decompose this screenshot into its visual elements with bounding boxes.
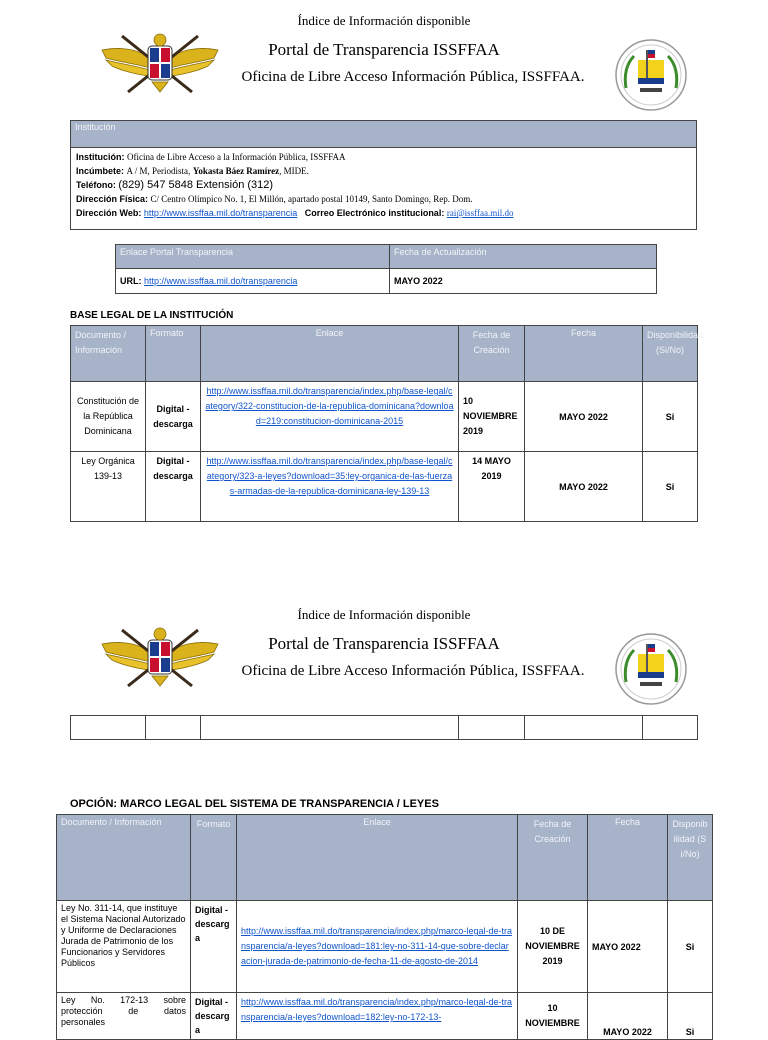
table-row: Ley No. 311-14, que instituye el Sistema Nacional Autorizado y Uniforme de Declaraciones Jurada de Patrimonio de los Funcionarios y Servidores Públicos Digital - descarga http://www.issffaa.mil.do/transparencia/index.php/marco-legal-de-transparencia/a-leyes?download=181:ley-no-311-14-que-sobre-declaracion-jurada-de-patrimonio-de-fecha-11-de-agosto-de-2014 10 DE NOVIEMBRE 2019 MAYO 2022 Si [57,901,713,993]
col-format-header: Formato [146,326,201,382]
ley-172-13-link[interactable]: http://www.issffaa.mil.do/transparencia/index.php/marco-legal-de-transparencia/a-leyes?download=182:ley-no-172-13- [241,997,512,1022]
index-title: Índice de Información disponible [297,607,471,622]
col-link-header: Enlace [201,326,459,382]
base-legal-title: BASE LEGAL DE LA INSTITUCIÓN [70,310,234,321]
table-row: Constitución de la República Dominicana Digital - descarga http://www.issffaa.mil.do/transparencia/index.php/base-legal/category/322-constitucion-de-la-republica-dominicana?download=219:constitucion-dominicana-2015 10 NOVIEMBRE 2019 MAYO 2022 Si [71,382,698,452]
index-title: Índice de Información disponible [297,13,471,28]
issffaa-seal-logo-icon [614,632,688,706]
col-doc-header: Documento / Información [71,326,146,382]
empty-continuation-row [70,715,698,740]
table-row: Ley No. 172-13 sobre protección de datos personales Digital - descarga http://www.issffaa.mil.do/transparencia/index.php/marco-legal-de-transparencia/a-leyes?download=182:ley-no-172-13- 10 NOVIEMBRE MAYO 2022 Si [57,993,713,1040]
portal-title: Portal de Transparencia ISSFFAA [268,40,500,59]
table-row: Ley Orgánica 139-13 Digital - descarga http://www.issffaa.mil.do/transparencia/index.php/base-legal/category/323-a-leyes?download=35:ley-organica-de-las-fuerzas-armadas-de-la-republica-dominicana-ley-139-13 14 MAYO 2019 MAYO 2022 Si [71,452,698,522]
marco-legal-title: OPCIÓN: MARCO LEGAL DEL SISTEMA DE TRANSPARENCIA / LEYES [70,798,439,810]
web-link[interactable]: http://www.issffaa.mil.do/transparencia [143,208,298,218]
col-format-header: Formato [191,815,237,901]
incumbent-line: Incúmbete: A / M, Periodista, Yokasta Báez Ramírez, MIDE. [76,166,309,176]
office-title: Oficina de Libre Acceso Información Pública, ISSFFAA. [241,69,585,85]
col-available-header: Disponibilidad (Si/No) [668,815,713,901]
col-doc-header: Documento / Información [57,815,191,901]
ley-311-14-link[interactable]: http://www.issffaa.mil.do/transparencia/index.php/marco-legal-de-transparencia/a-leyes?download=181:ley-no-311-14-que-sobre-declaracion-jurada-de-patrimonio-de-fecha-11-de-agosto-de-2014 [241,926,512,966]
col-available-header: Disponibilidad (Si/No) [643,326,698,382]
institution-box [70,120,697,230]
col-date-header: Fecha [588,815,668,901]
portal-link-header: Enlace Portal Transparencia [116,245,390,269]
address-line: Dirección Física: C/ Centro Olímpico No. 1, El Millón, apartado postal 10149, Santo Domingo, Rep. Dom. [76,194,473,204]
col-date-header: Fecha [525,326,643,382]
col-link-header: Enlace [237,815,518,901]
marco-legal-table [56,814,713,1040]
col-created-header: Fecha de Creación [518,815,588,901]
issffaa-seal-logo-icon [614,38,688,112]
institution-line: Institución: Oficina de Libre Acceso a la Información Pública, ISSFFAA [76,152,346,162]
web-line: Dirección Web: http://www.issffaa.mil.do/transparencia Correo Electrónico institucional: rai@issffaa.mil.do [76,208,514,218]
portal-url-link[interactable]: http://www.issffaa.mil.do/transparencia [144,276,298,286]
office-title: Oficina de Libre Acceso Información Pública, ISSFFAA. [241,663,585,679]
update-date: MAYO 2022 [390,269,657,294]
portal-link-table: Enlace Portal Transparencia Fecha de Actualización URL: http://www.issffaa.mil.do/transparencia MAYO 2022 [115,244,657,294]
col-created-header: Fecha de Creación [459,326,525,382]
institution-header: Institución [71,121,696,148]
email-link[interactable]: rai@issffaa.mil.do [446,208,514,218]
portal-title: Portal de Transparencia ISSFFAA [268,634,500,653]
military-wings-emblem-icon [92,622,228,692]
constitucion-link[interactable]: http://www.issffaa.mil.do/transparencia/index.php/base-legal/category/322-constitucion-de-la-republica-dominicana?download=219:constitucion-dominicana-2015 [205,386,454,426]
update-date-header: Fecha de Actualización [390,245,657,269]
phone-line: Teléfono: (829) 547 5848 Extensión (312) [76,179,274,191]
military-wings-emblem-icon [92,28,228,98]
ley-organica-link[interactable]: http://www.issffaa.mil.do/transparencia/index.php/base-legal/category/323-a-leyes?download=35:ley-organica-de-las-fuerzas-armadas-de-la-republica-dominicana-ley-139-13 [206,456,453,496]
base-legal-table [70,325,704,522]
